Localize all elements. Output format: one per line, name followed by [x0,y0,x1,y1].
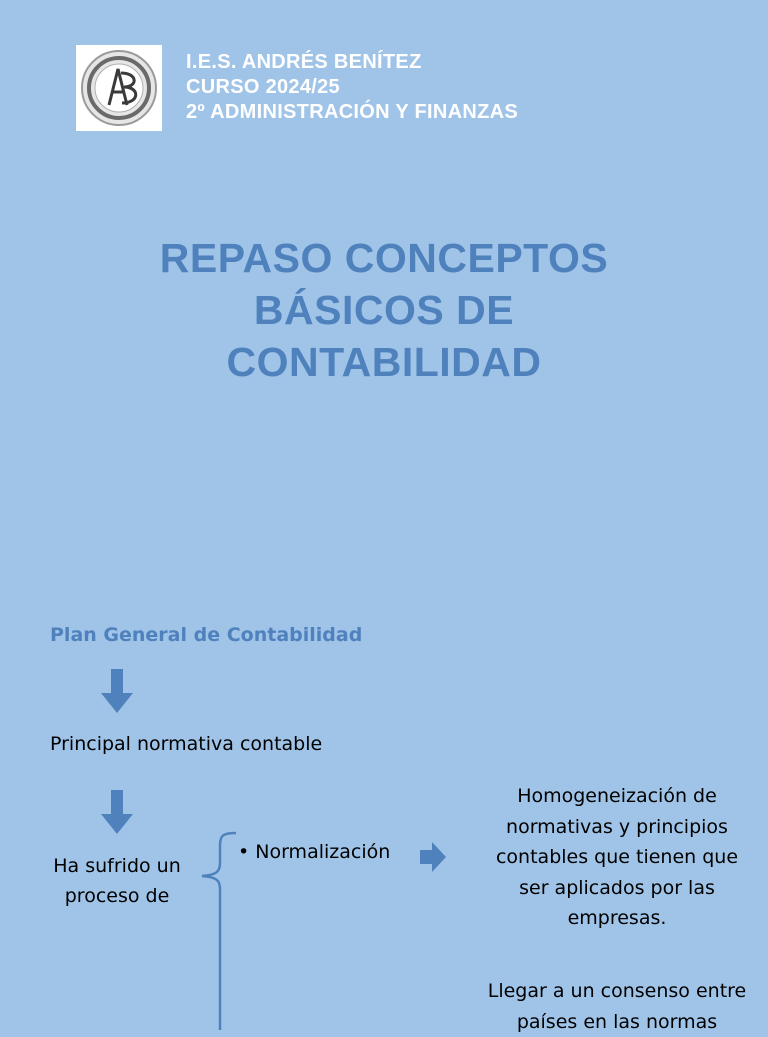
process-text [38,851,196,911]
down-arrow-icon [101,790,133,834]
desc-line: empresas. [472,903,762,934]
course-year: CURSO 2024/25 [186,75,518,100]
school-crest-icon [76,45,162,131]
desc-line: Homogeneización de [472,781,762,812]
school-logo [76,45,162,131]
school-info [186,50,518,125]
desc-line: Llegar a un consenso entre [452,976,768,1007]
process-line-1: Ha sufrido un [38,851,196,881]
normalizacion-bullet: • Normalización [238,841,390,863]
title-line-1: REPASO CONCEPTOS [0,232,768,284]
down-arrow-icon [101,669,133,713]
page-title [0,232,768,388]
desc-line: normativas y principios [472,812,762,843]
consensus-description [452,976,768,1037]
title-line-2: BÁSICOS DE [0,284,768,336]
normativa-text: Principal normativa contable [50,733,322,755]
process-line-2: proceso de [38,881,196,911]
program-name: 2º ADMINISTRACIÓN Y FINANZAS [186,100,518,125]
desc-line: países en las normas [452,1007,768,1037]
curly-brace-icon [196,830,240,1030]
homogenization-description [472,781,762,934]
title-line-3: CONTABILIDAD [0,336,768,388]
desc-line: ser aplicados por las [472,873,762,904]
school-name: I.E.S. ANDRÉS BENÍTEZ [186,50,518,75]
section-heading: Plan General de Contabilidad [50,624,362,646]
right-arrow-icon [420,842,446,872]
desc-line: contables que tienen que [472,842,762,873]
